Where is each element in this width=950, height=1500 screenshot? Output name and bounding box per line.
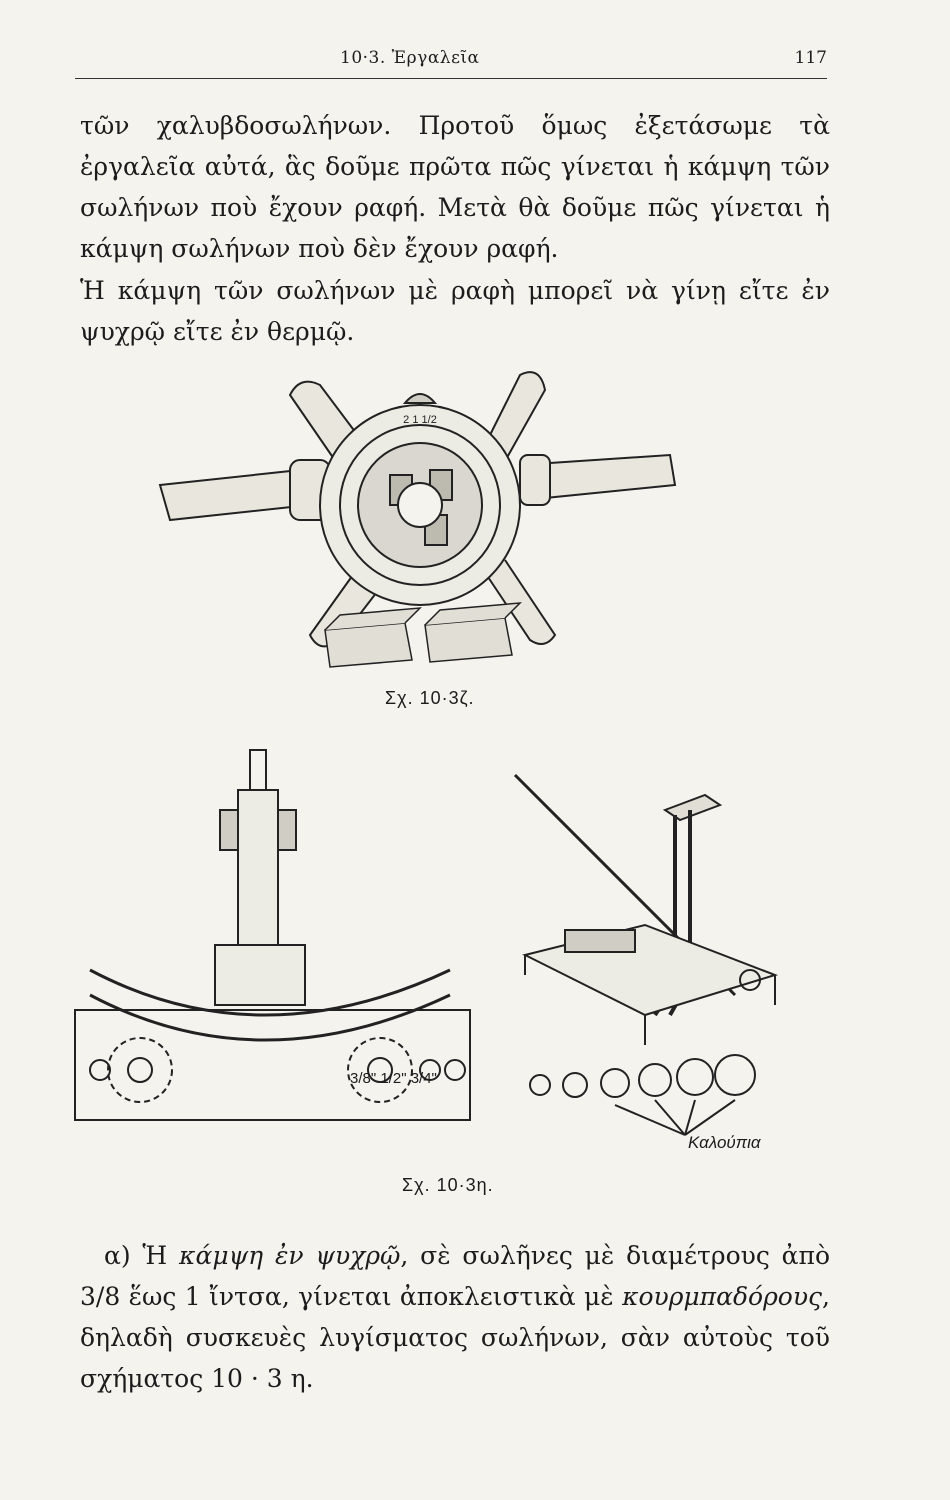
figure-caption-10-3h: Σχ. 10·3η.	[402, 1175, 494, 1195]
page-number: 117	[794, 48, 827, 68]
pipe-size-labels: 3/8" 1/2" 3/4"	[350, 1070, 437, 1087]
cold-bending-end: , δηλαδὴ συσκευὲς λυγίσματος σωλήνων, σὰν αὐτοὺς τοῦ σχήματος 10 · 3 η.	[80, 1282, 830, 1393]
die-stock-illustration	[150, 355, 710, 685]
die-scale-label: 2 1 1/2	[403, 414, 437, 426]
dies-label: Καλούπια	[688, 1133, 761, 1152]
paragraph-intro: τῶν χαλυβδοσωλήνων. Προτοῦ ὅμως ἐξετάσωμε τὰ ἐργαλεῖα αὐτά, ἃς δοῦμε πρῶτα πῶς γίνεται ἡ κάμψη τῶν σωλήνων ποὺ ἔχουν ραφή. Μετὰ θὰ δοῦμε πῶς γίνεται ἡ κάμψη σωλήνων ποὺ δὲν ἔχουν ραφή.	[80, 111, 830, 263]
paragraph-cold-bending	[80, 1235, 830, 1399]
cold-bending-text: , σὲ σωλῆνες μὲ διαμέτρους ἀπὸ 3/8 ἕως 1 ἴντσα, γίνεται ἀποκλειστικὰ μὲ	[80, 1241, 830, 1311]
page-header	[75, 40, 827, 80]
benders-term: κουρμπαδόρους	[622, 1282, 823, 1311]
pipe-bender-machine-illustration	[505, 765, 805, 1145]
cold-bending-term: κάμψη ἐν ψυχρῷ	[179, 1241, 401, 1270]
cold-bending-lead: α) Ἡ	[104, 1241, 180, 1270]
header-rule	[75, 78, 827, 79]
paragraph-seam-bending: Ἡ κάμψη τῶν σωλήνων μὲ ραφὴ μπορεῖ νὰ γίνῃ εἴτε ἐν ψυχρῷ εἴτε ἐν θερμῷ.	[80, 276, 830, 346]
figure-caption-10-3z: Σχ. 10·3ζ.	[385, 688, 475, 708]
chapter-title: 10·3. Ἐργαλεῖα	[340, 48, 480, 68]
